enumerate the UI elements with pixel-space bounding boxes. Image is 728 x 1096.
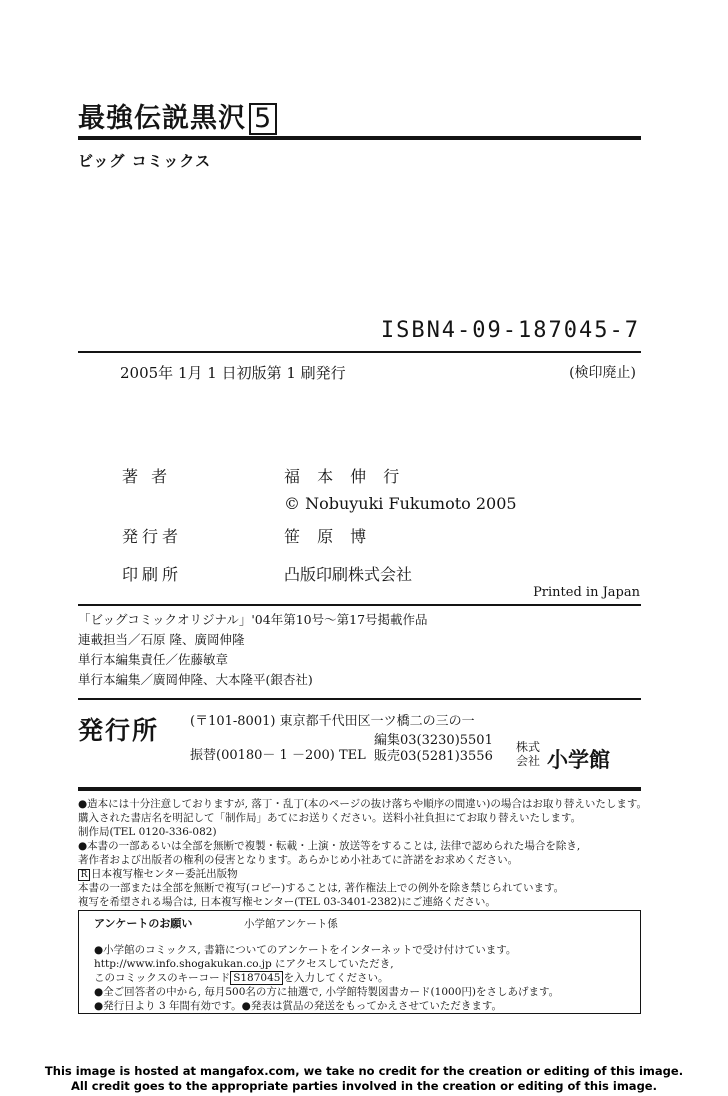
kabushiki-line-1: 株式	[516, 740, 541, 754]
printed-rule	[78, 604, 641, 606]
credit-label-author: 著 者	[122, 467, 172, 486]
survey-url[interactable]: http://www.info.shogakukan.co.jp にアクセスしていただき,	[94, 958, 394, 970]
seal-note: (検印廃止)	[569, 365, 636, 381]
survey-keycode: S187045	[230, 971, 283, 985]
survey-keycode-text: このコミックスのキーコード	[94, 972, 231, 984]
notice-text: 日本複写権センター委託出版物	[91, 868, 238, 880]
credit-label-printer: 印刷所	[122, 565, 183, 584]
credit-value-publisher: 笹 原 博	[284, 527, 373, 546]
survey-line: ●小学館のコミックス, 書籍についてのアンケートをインターネットで受け付けています。	[94, 944, 517, 956]
printed-in: Printed in Japan	[533, 585, 640, 600]
publisher-tel	[374, 733, 493, 765]
publisher-rule	[78, 787, 641, 791]
credit-value-author: 福 本 伸 行	[284, 467, 406, 486]
pub-info-line: 「ビッグコミックオリジナル」'04年第10号～第17号掲載作品	[78, 612, 428, 627]
book-title	[78, 96, 277, 135]
pub-info-rule	[78, 698, 641, 700]
notice-line: 本書の一部または全部を無断で複写(コピー)することは, 著作権法上での例外を除き禁じられています。	[78, 882, 565, 894]
notice-line: 著作者および出版者の権利の侵害となります。あらかじめ小社あてに許諾をお求めください。	[78, 854, 519, 866]
title-rule	[78, 136, 641, 140]
notice-line: 購入された書店名を明記して「制作局」あてにお送りください。送料小社負担にてお取り替えいたします。	[78, 812, 582, 824]
pub-info-line: 単行本編集責任／佐藤敏章	[78, 652, 229, 667]
survey-keycode-line	[94, 970, 388, 985]
book-title-main: 最強伝説黒沢	[78, 103, 246, 134]
publisher-furikae: 振替(00180－ 1 －200) TEL	[190, 748, 366, 763]
isbn: ISBN4-09-187045-7	[380, 318, 640, 343]
hosted-notice-line: This image is hosted at mangafox.com, we take no credit for the creation or editing of this image.	[44, 1064, 684, 1078]
notice-line: ●本書の一部あるいは全部を無断で複製・転載・上演・放送等をすることは, 法律で認められた場合を除き,	[78, 840, 581, 852]
notice-line: 制作局(TEL 0120-336-082)	[78, 826, 217, 838]
notice-line: 複写を希望される場合は, 日本複写権センター(TEL 03-3401-2382)にご連絡ください。	[78, 896, 496, 908]
hosted-notice-line: All credit goes to the appropriate parties involved in the creation or editing of this image.	[71, 1079, 657, 1093]
pub-info-line: 連載担当／石原 隆、廣岡伸隆	[78, 632, 245, 647]
edition-date: 2005年 1月 1 日初版第 1 刷発行	[120, 364, 346, 382]
isbn-rule	[78, 351, 641, 353]
kabushiki-line-2: 会社	[516, 754, 541, 768]
credit-value-printer: 凸版印刷株式会社	[284, 565, 413, 584]
pub-info-line: 単行本編集／廣岡伸隆、大本隆平(銀杏社)	[78, 672, 313, 687]
notice-line-copyright-center	[78, 866, 238, 881]
credit-label-publisher: 発行者	[122, 527, 183, 546]
notice-line: ●造本には十分注意しておりますが, 落丁・乱丁(本のページの抜け落ちや順序の間違い)の場合はお取り替えいたします。	[78, 798, 647, 810]
survey-keycode-text-2: を入力してください。	[283, 972, 389, 984]
survey-dept: 小学館アンケート係	[244, 918, 338, 930]
r-mark-icon: R	[78, 869, 90, 881]
publisher-name: 小学館	[547, 748, 610, 772]
volume-number: 5	[249, 103, 277, 135]
tel-editorial: 編集03(3230)5501	[374, 733, 493, 748]
copyright: © Nobuyuki Fukumoto 2005	[284, 494, 517, 513]
series-name: ビッグ コミックス	[78, 152, 212, 170]
publisher-label: 発行所	[78, 716, 160, 745]
survey-line: ●全ご回答者の中から, 毎月500名の方に抽選で, 小学館特製図書カード(1000円)をさしあげます。	[94, 986, 560, 998]
kabushiki-gaisha	[516, 740, 540, 768]
survey-line: ●発行日より 3 年間有効です。●発表は賞品の発送をもってかえさせていただきます。	[94, 1000, 502, 1012]
publisher-address: (〒101-8001) 東京都千代田区一ツ橋二の三の一	[190, 714, 475, 729]
tel-sales: 販売03(5281)3556	[374, 749, 493, 764]
survey-title: アンケートのお願い	[94, 917, 193, 930]
